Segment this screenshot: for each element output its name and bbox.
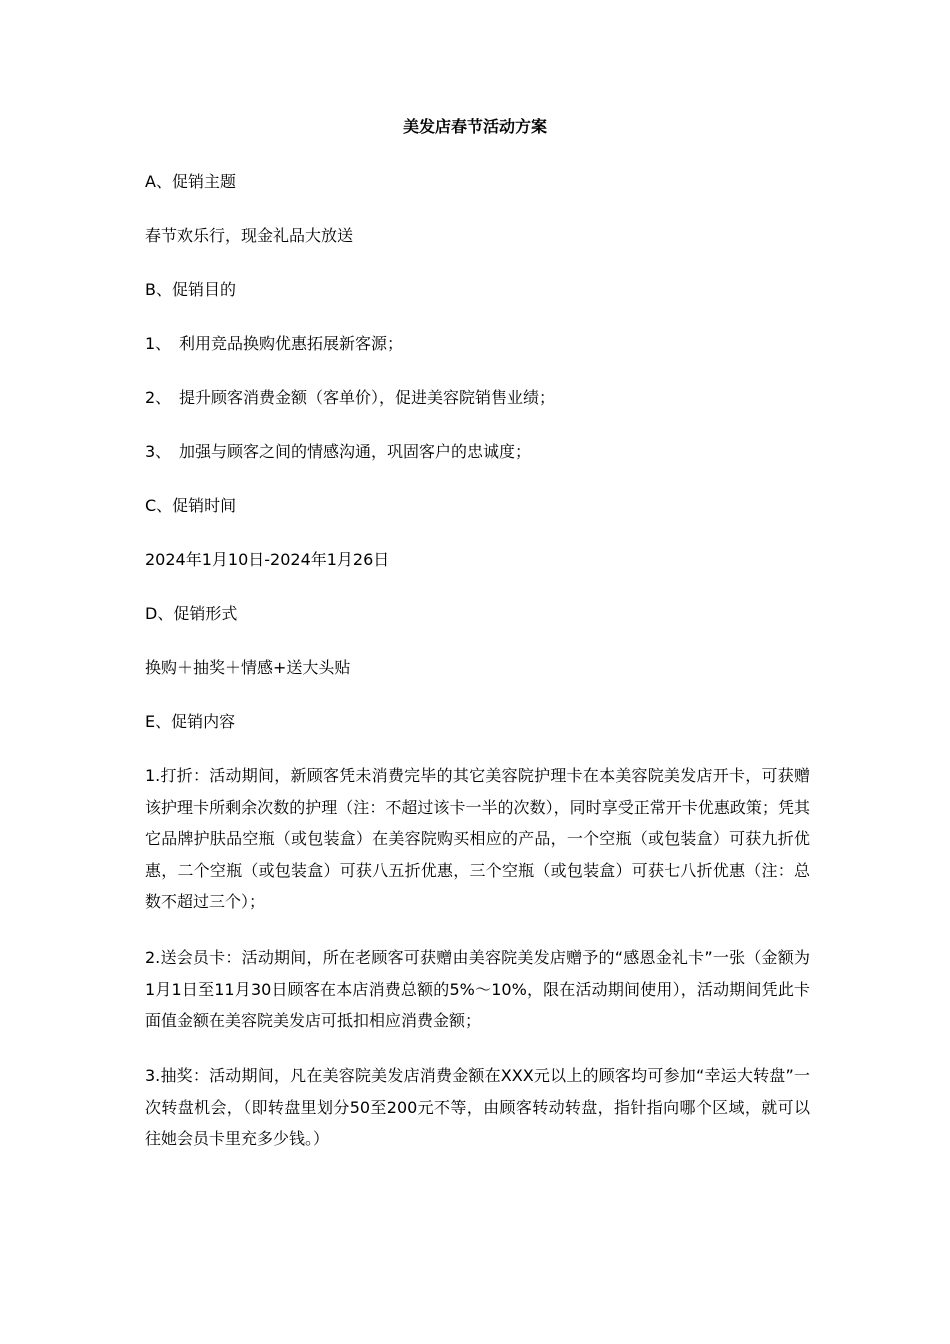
section-c-text: 2024年1月10日-2024年1月26日 xyxy=(145,550,390,569)
section-b-heading: B、促销目的 xyxy=(145,280,236,299)
purpose-item xyxy=(145,441,531,463)
section-d-text: 换购＋抽奖＋情感+送大头贴 xyxy=(145,658,351,677)
section-a-text: 春节欢乐行，现金礼品大放送 xyxy=(145,226,354,245)
purpose-item-text: 利用竞品换购优惠拓展新客源； xyxy=(179,334,404,353)
purpose-item-text: 提升顾客消费金额（客单价），促进美容院销售业绩； xyxy=(179,388,556,407)
purpose-item xyxy=(145,387,555,409)
section-c-heading: C、促销时间 xyxy=(145,496,237,515)
purpose-item-number: 3、 xyxy=(145,442,172,461)
section-e-heading: E、促销内容 xyxy=(145,712,236,731)
section-d-heading: D、促销形式 xyxy=(145,604,238,623)
section-a-heading: A、促销主题 xyxy=(145,172,236,191)
content-paragraph-discount: 1.打折：活动期间，新顾客凭未消费完毕的其它美容院护理卡在本美容院美发店开卡，可获赠该护理卡所剩余次数的护理（注：不超过该卡一半的次数），同时享受正常开卡优惠政策；凭其它品牌护肤品空瓶（或包装盒）在美容院购买相应的产品，一个空瓶（或包装盒）可获九折优惠，二个空瓶（或包装盒）可获八五折优惠，三个空瓶（或包装盒）可获七八折优惠（注：总数不超过三个）； xyxy=(145,766,810,911)
content-paragraph-member-card: 2.送会员卡：活动期间，所在老顾客可获赠由美容院美发店赠予的“感恩金礼卡”一张（金额为1月1日至11月30日顾客在本店消费总额的5%～10%，限在活动期间使用），活动期间凭此卡面值金额在美容院美发店可抵扣相应消费金额； xyxy=(145,948,810,1030)
document-title: 美发店春节活动方案 xyxy=(402,117,547,136)
purpose-item xyxy=(145,333,403,355)
content-paragraph-lottery: 3.抽奖：活动期间，凡在美容院美发店消费金额在XXX元以上的顾客均可参加“幸运大转盘”一次转盘机会，（即转盘里划分50至200元不等，由顾客转动转盘，指针指向哪个区域，就可以往她会员卡里充多少钱。） xyxy=(145,1066,810,1148)
purpose-item-number: 2、 xyxy=(145,388,172,407)
purpose-item-number: 1、 xyxy=(145,334,172,353)
purpose-item-text: 加强与顾客之间的情感沟通，巩固客户的忠诚度； xyxy=(179,442,532,461)
